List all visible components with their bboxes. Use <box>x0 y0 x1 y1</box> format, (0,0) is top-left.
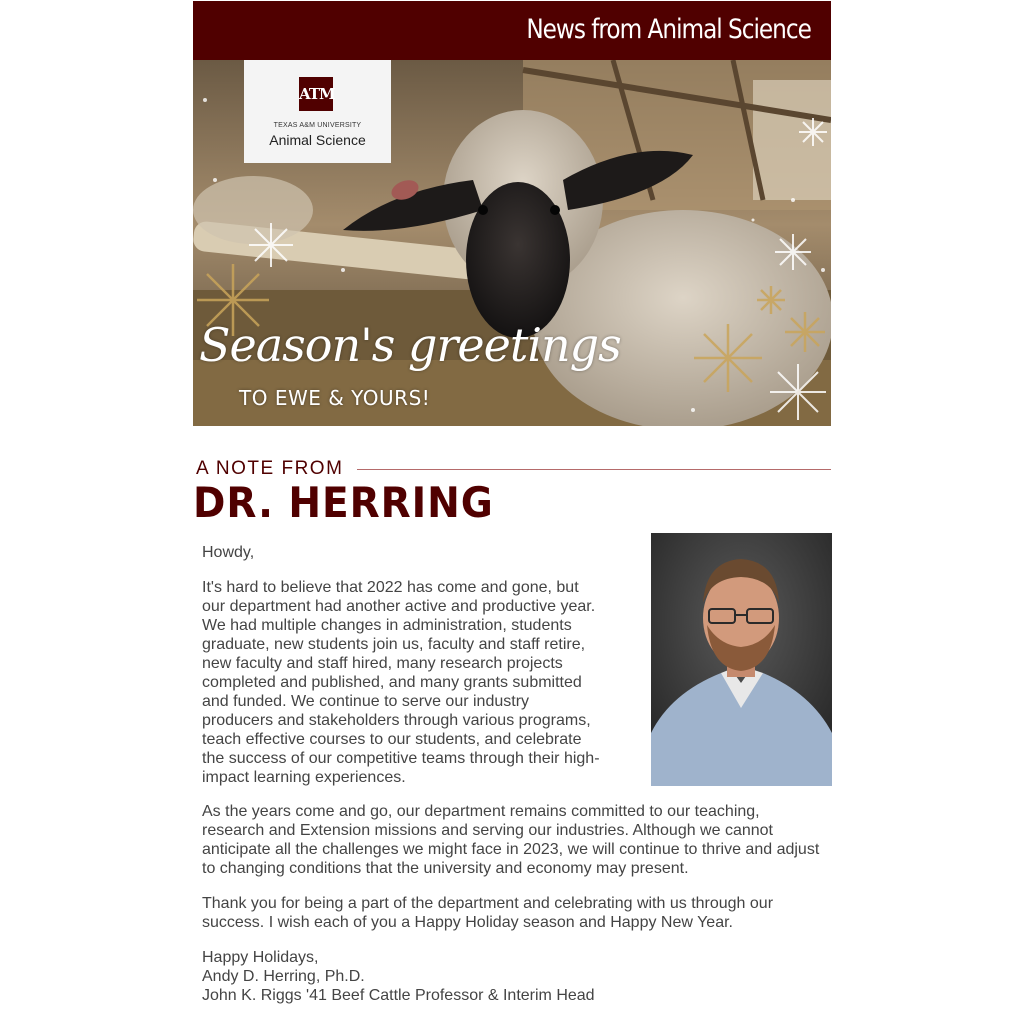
portrait-photo <box>651 533 832 786</box>
logo-university: TEXAS A&M UNIVERSITY <box>273 122 362 129</box>
dr-herring-portrait <box>651 533 832 786</box>
atm-logo-icon: ATM <box>299 77 333 111</box>
letter-paragraph-2: As the years come and go, our department remains committed to our teaching, research and Extension missions and serving our industries. Although we cannot anticipate all the challenges we might face in 2023, we will continue to thrive and adjust to changing conditions that the university and economy may present. <box>202 803 820 877</box>
seasons-greetings-script: Season's greetings <box>199 318 621 372</box>
header-bar <box>193 1 831 60</box>
signer-title: John K. Riggs '41 Beef Cattle Professor & Interim Head <box>202 987 595 1004</box>
letter-signature <box>202 948 595 1005</box>
header-title: News from Animal Science <box>526 14 811 45</box>
tamu-animal-science-logo <box>244 60 391 163</box>
to-ewe-and-yours: TO EWE & YOURS! <box>239 386 431 410</box>
letter-paragraph-1: It's hard to believe that 2022 has come and gone, but our department had another active and productive year. We had multiple changes in administration, students graduate, new students join us, faculty and staff retire, new faculty and staff hired, many research projects completed and published, and many grants submitted and funded. We continue to serve our industry producers and stakeholders through various programs, teach effective courses to our students, and celebrate the success of our competitive teams through their high-impact learning experiences. <box>202 579 600 786</box>
note-divider <box>357 469 831 470</box>
note-kicker: A NOTE FROM <box>196 458 344 479</box>
letter-greeting: Howdy, <box>202 544 255 561</box>
letter-paragraph-3: Thank you for being a part of the department and celebrating with us through our success. I wish each of you a Happy Holiday season and Happy New Year. <box>202 895 774 931</box>
note-author-heading: DR. HERRING <box>193 478 494 527</box>
logo-department: Animal Science <box>269 132 366 148</box>
signoff: Happy Holidays, <box>202 949 319 966</box>
signer-name: Andy D. Herring, Ph.D. <box>202 968 365 985</box>
hero-banner-image <box>193 60 831 426</box>
